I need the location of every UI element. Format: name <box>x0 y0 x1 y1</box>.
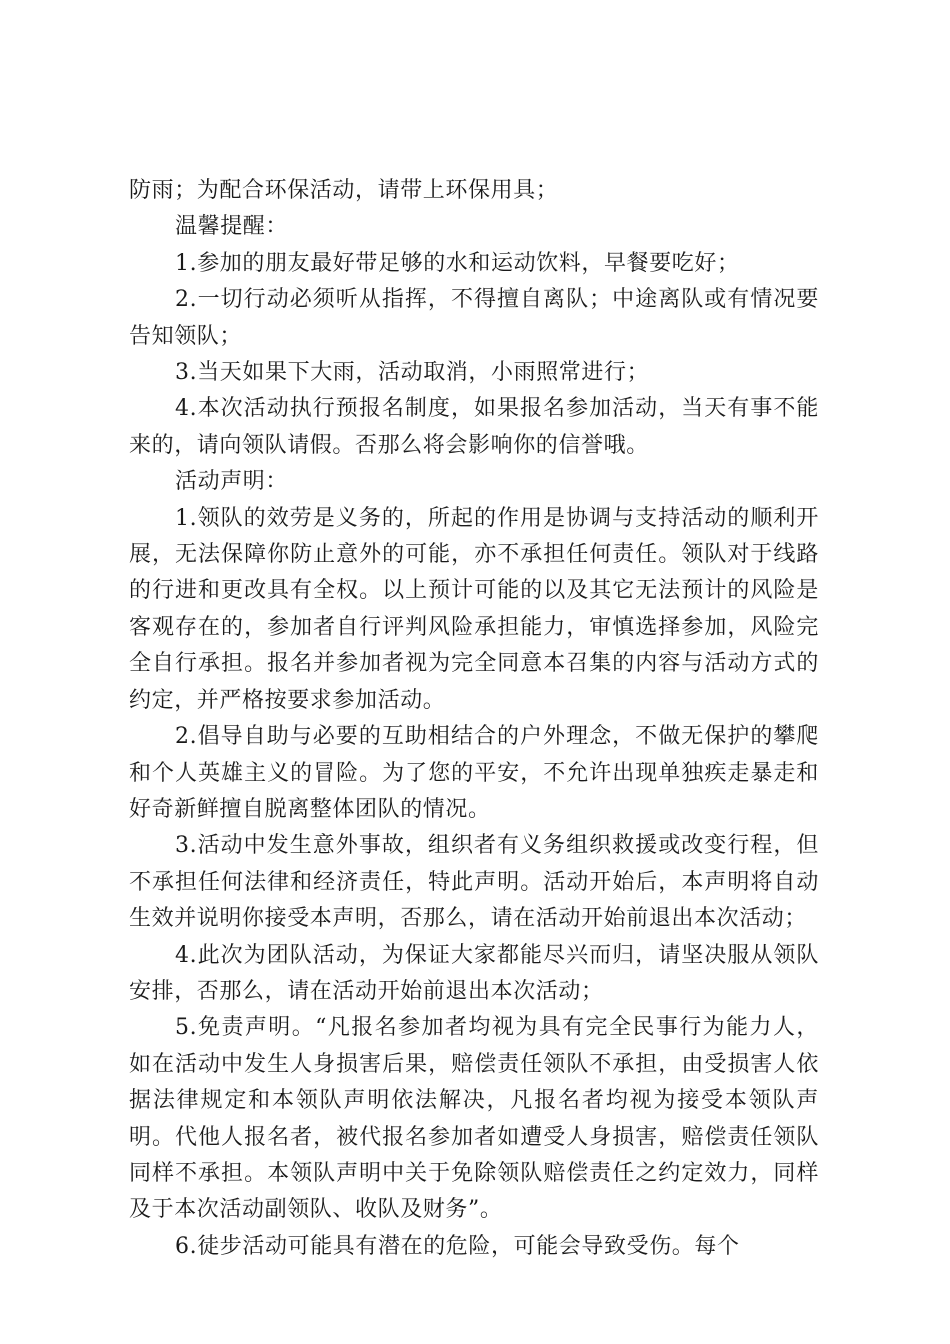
heading-warm-reminder: 温馨提醒： <box>175 214 289 240</box>
statement-item-3: 3.活动中发生意外事故，组织者有义务组织救援或改变行程，但不承担任何法律和经济责任，特此声明。活动开始后，本声明将自动生效并说明你接受本声明，否那么，请在活动开始前退出本次活动； <box>129 833 819 932</box>
paragraph-rain-gear: 防雨；为配合环保活动，请带上环保用具； <box>129 178 559 203</box>
reminder-item-3: 3.当天如果下大雨，活动取消，小雨照常进行； <box>175 360 650 386</box>
reminder-item-1: 1.参加的朋友最好带足够的水和运动饮料，早餐要吃好； <box>175 250 740 276</box>
statement-item-4: 4.此次为团队活动，为保证大家都能尽兴而归，请坚决服从领队安排，否那么，请在活动开始前退出本次活动； <box>129 942 819 1004</box>
statement-item-1: 1.领队的效劳是义务的，所起的作用是协调与支持活动的顺利开展，无法保障你防止意外的可能，亦不承担任何责任。领队对于线路的行进和更改具有全权。以上预计可能的以及其它无法预计的风险是客观存在的，参加者自行评判风险承担能力，审慎选择参加，风险完全自行承担。报名并参加者视为完全同意本召集的内容与活动方式的约定，并严格按要求参加活动。 <box>129 505 819 713</box>
heading-activity-statement: 活动声明： <box>175 469 289 495</box>
statement-item-6: 6.徒步活动可能具有潜在的危险，可能会导致受伤。每个 <box>175 1233 740 1259</box>
reminder-item-2: 2.一切行动必须听从指挥，不得擅自离队；中途离队或有情况要告知领队； <box>129 287 819 349</box>
statement-item-2: 2.倡导自助与必要的互助相结合的户外理念，不做无保护的攀爬和个人英雄主义的冒险。为了您的平安，不允许出现单独疾走暴走和好奇新鲜擅自脱离整体团队的情况。 <box>129 724 819 822</box>
document-body <box>129 173 819 1265</box>
reminder-item-4: 4.本次活动执行预报名制度，如果报名参加活动，当天有事不能来的，请向领队请假。否那么将会影响你的信誉哦。 <box>129 396 819 458</box>
statement-item-5: 5.免责声明。“凡报名参加者均视为具有完全民事行为能力人，如在活动中发生人身损害后果，赔偿责任领队不承担，由受损害人依据法律规定和本领队声明依法解决，凡报名者均视为接受本领队声明。代他人报名者，被代报名参加者如遭受人身损害，赔偿责任领队同样不承担。本领队声明中关于免除领队赔偿责任之约定效力，同样及于本次活动副领队、收队及财务”。 <box>129 1015 819 1223</box>
